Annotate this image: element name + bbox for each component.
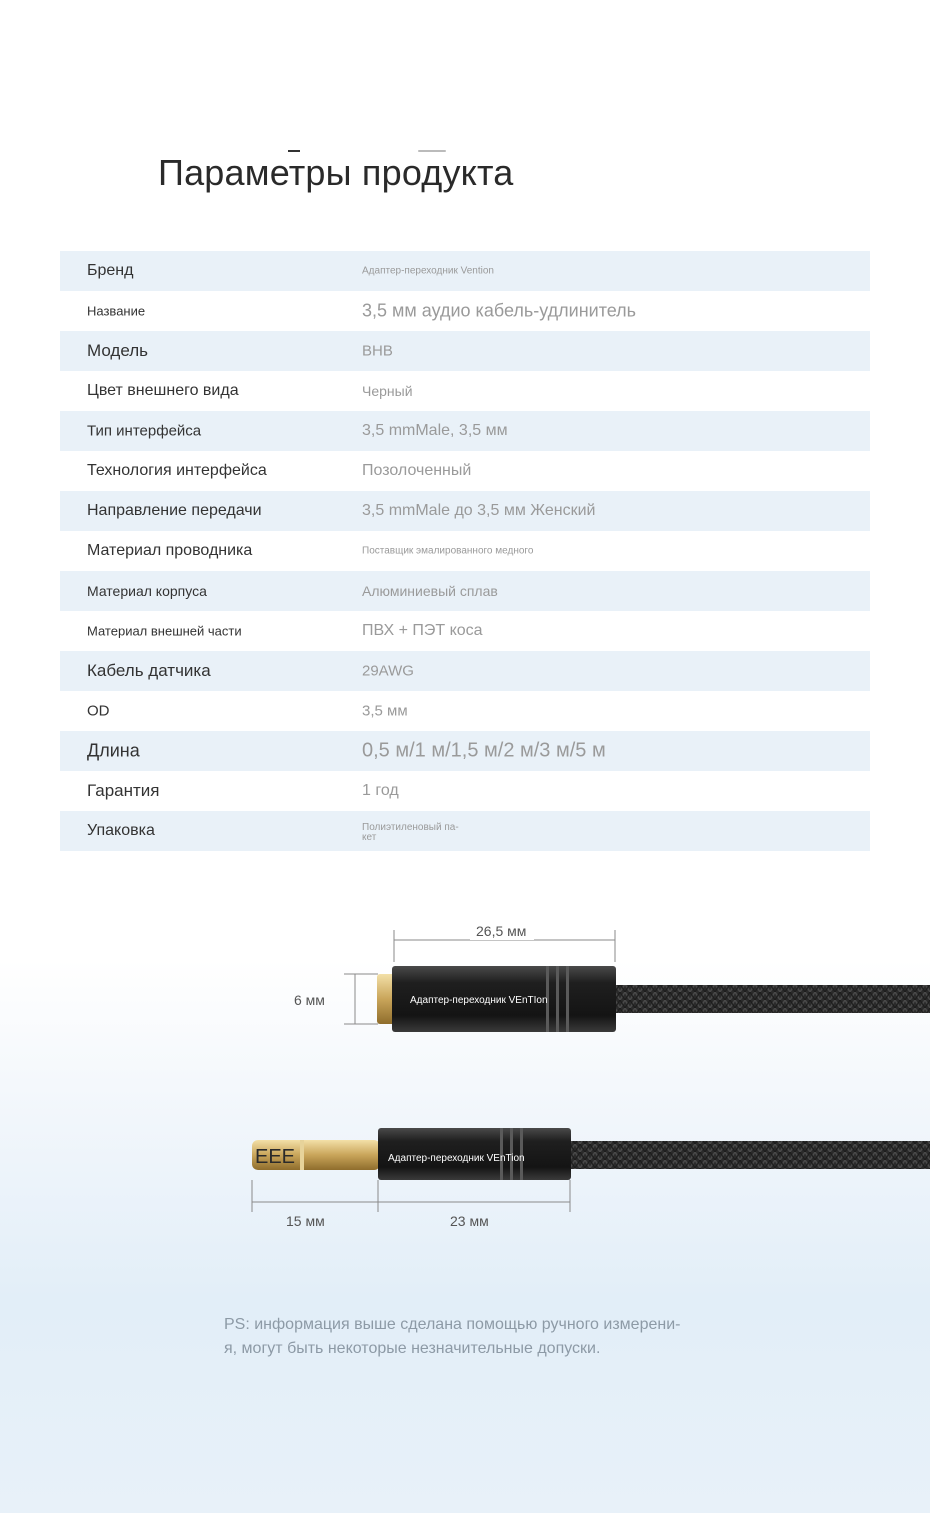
spec-value: 3,5 mmMale, 3,5 мм: [362, 422, 508, 439]
spec-value: ПВХ + ПЭТ коса: [362, 622, 483, 639]
male-connector: [252, 1128, 930, 1180]
spec-value-line: Полиэтиленовый па-: [362, 822, 459, 833]
spec-value: 29AWG: [362, 662, 414, 680]
spec-row-conductor: [60, 531, 870, 571]
spec-value: 0,5 м/1 м/1,5 м/2 м/3 м/5 м: [362, 739, 606, 762]
spec-value: Черный: [362, 383, 413, 399]
page-title: Параметры продукта: [158, 152, 514, 193]
male-tip-insulator: [300, 1140, 304, 1170]
spec-row-interface-tech: [60, 451, 870, 491]
spec-label: Кабель датчика: [87, 661, 211, 680]
note-line: я, могут быть некоторые незначительные допуски.: [224, 1340, 601, 1357]
spec-label: Технология интерфейса: [87, 462, 267, 479]
spec-label: Материал внешней части: [87, 623, 242, 639]
female-length-label: 26,5 мм: [476, 923, 527, 939]
spec-row-housing: [60, 571, 870, 611]
female-connector: [377, 966, 930, 1032]
male-cable: [568, 1141, 930, 1169]
spec-label: Материал корпуса: [87, 583, 207, 599]
spec-table: [60, 251, 870, 851]
spec-value: 3,5 мм аудио кабель-удлинитель: [362, 300, 637, 321]
spec-label: Упаковка: [87, 822, 155, 839]
spec-row-direction: [60, 491, 870, 531]
spec-label: Бренд: [87, 262, 134, 279]
spec-value: [362, 823, 459, 843]
spec-value: 1 год: [362, 782, 399, 799]
spec-label: Модель: [87, 341, 149, 360]
spec-row-gauge: [60, 651, 870, 691]
spec-row-od: [60, 691, 870, 731]
female-brand-label: Адаптер-переходник VEnTIon: [410, 995, 548, 1006]
spec-row-length: [60, 731, 870, 771]
spec-row-package: [60, 811, 870, 851]
male-dimensions: [252, 1180, 570, 1212]
spec-value: Поставщик эмалированного медного: [362, 545, 534, 557]
measurement-note: [224, 1313, 714, 1361]
spec-row-brand: [60, 251, 870, 291]
spec-value-line: кет: [362, 832, 377, 843]
female-diameter-label: 6 мм: [294, 992, 325, 1008]
spec-value: Алюминиевый сплав: [362, 583, 498, 599]
spec-label: OD: [87, 702, 110, 720]
male-tip-label: EEE: [255, 1146, 296, 1168]
male-tip-length-label: 15 мм: [286, 1213, 325, 1229]
spec-row-outer: [60, 611, 870, 651]
shell-groove: [556, 966, 559, 1032]
spec-value: 3,5 мм: [362, 702, 408, 720]
connector-dimension-diagram: [0, 900, 930, 1240]
spec-label: Направление передачи: [87, 502, 262, 519]
spec-value: BHB: [362, 342, 393, 360]
male-body-length-label: 23 мм: [450, 1213, 489, 1229]
spec-row-name: [60, 291, 870, 331]
spec-label: Название: [87, 303, 146, 319]
shell-groove: [566, 966, 569, 1032]
spec-label: Тип интерфейса: [87, 422, 202, 440]
spec-value: Адаптер-переходник Vention: [362, 265, 494, 277]
spec-value: 3,5 mmMale до 3,5 мм Женский: [362, 502, 596, 519]
spec-label: Цвет внешнего вида: [87, 382, 239, 399]
spec-row-warranty: [60, 771, 870, 811]
spec-row-model: [60, 331, 870, 371]
spec-value: Позолоченный: [362, 462, 472, 479]
spec-label: Гарантия: [87, 781, 160, 800]
spec-label: Длина: [87, 740, 140, 761]
spec-row-interface-type: [60, 411, 870, 451]
spec-label: Материал проводника: [87, 542, 253, 559]
male-brand-label: Адаптер-переходник VEnTion: [388, 1153, 525, 1164]
female-cable: [612, 985, 930, 1013]
spec-row-color: [60, 371, 870, 411]
note-line: PS: информация выше сделана помощью ручного измерени-: [224, 1316, 681, 1333]
